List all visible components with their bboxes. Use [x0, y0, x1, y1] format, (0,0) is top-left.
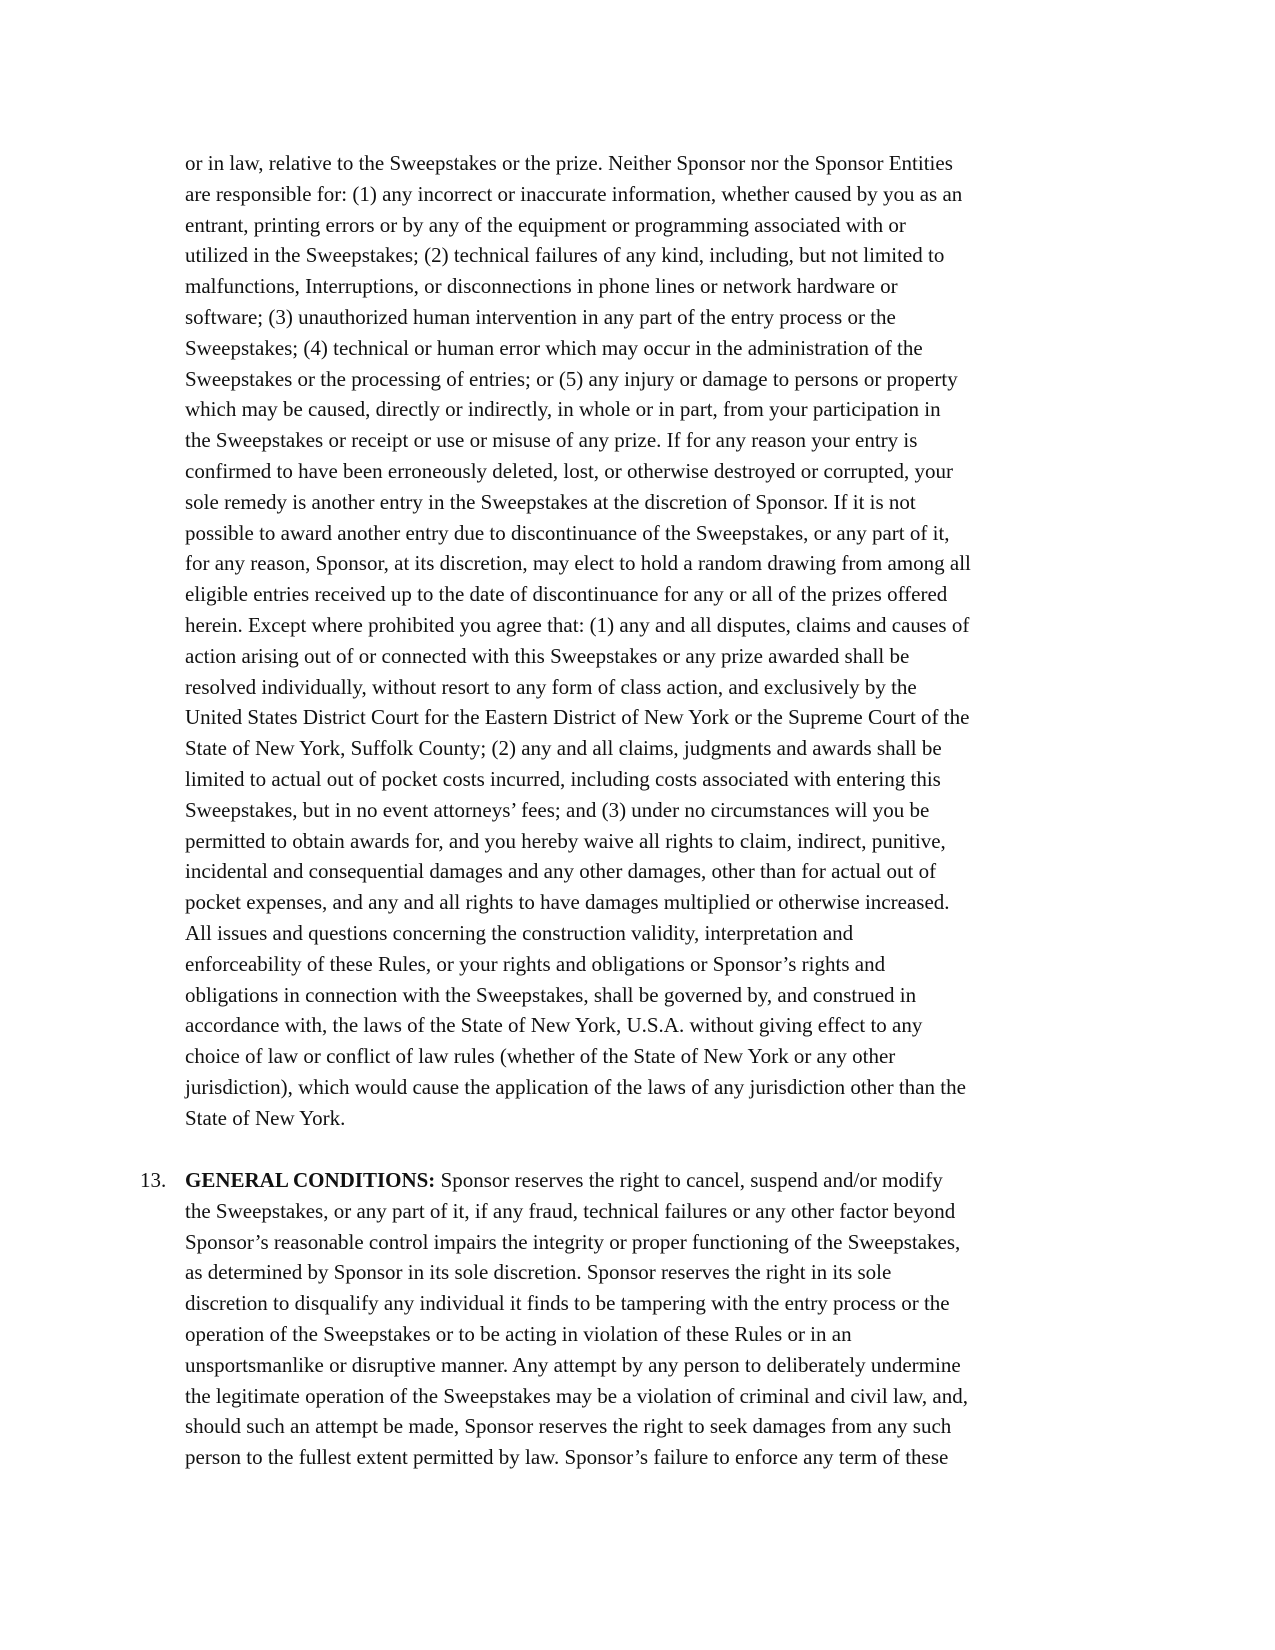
paragraph-line: possible to award another entry due to discontinuance of the Sweepstakes, or any part of it, [185, 520, 950, 545]
paragraph-line: sole remedy is another entry in the Sweepstakes at the discretion of Sponsor. If it is not [185, 489, 916, 514]
paragraph-line: Sweepstakes or the processing of entries; or (5) any injury or damage to persons or property [185, 366, 958, 391]
paragraph-line: incidental and consequential damages and any other damages, other than for actual out of [185, 859, 937, 884]
section-line: unsportsmanlike or disruptive manner. Any attempt by any person to deliberately undermine [185, 1352, 961, 1377]
paragraph-line: enforceability of these Rules, or your rights and obligations or Sponsor’s rights and [185, 951, 886, 976]
section-first-line-text: Sponsor reserves the right to cancel, suspend and/or modify [435, 1168, 943, 1192]
paragraph-line: State of New York, Suffolk County; (2) any and all claims, judgments and awards shall be [185, 736, 942, 761]
paragraph-line: United States District Court for the Eastern District of New York or the Supreme Court of the [185, 705, 970, 730]
paragraph-line: choice of law or conflict of law rules (whether of the State of New York or any other [185, 1044, 896, 1069]
general-conditions-section [185, 1165, 1125, 1473]
section-line: should such an attempt be made, Sponsor reserves the right to seek damages from any such [185, 1414, 952, 1439]
paragraph-line: herein. Except where prohibited you agree that: (1) any and all disputes, claims and causes of [185, 612, 970, 637]
section-line: operation of the Sweepstakes or to be acting in violation of these Rules or in an [185, 1321, 852, 1346]
paragraph-line: the Sweepstakes or receipt or use or misuse of any prize. If for any reason your entry is [185, 428, 918, 453]
paragraph-line: utilized in the Sweepstakes; (2) technical failures of any kind, including, but not limited to [185, 243, 945, 268]
paragraph-line: entrant, printing errors or by any of the equipment or programming associated with or [185, 212, 906, 237]
paragraph-line: accordance with, the laws of the State of New York, U.S.A. without giving effect to any [185, 1013, 923, 1038]
paragraph-line: pocket expenses, and any and all rights to have damages multiplied or otherwise increased. [185, 890, 950, 915]
section-number: 13. [140, 1168, 167, 1192]
paragraph-line: State of New York. [185, 1105, 346, 1130]
paragraph-line: or in law, relative to the Sweepstakes or the prize. Neither Sponsor nor the Sponsor Entities [185, 151, 953, 175]
section-heading: GENERAL CONDITIONS: [185, 1168, 436, 1192]
paragraph-line: software; (3) unauthorized human intervention in any part of the entry process or the [185, 304, 896, 329]
paragraph-line: eligible entries received up to the date of discontinuance for any or all of the prizes offered [185, 582, 948, 607]
section-line: discretion to disqualify any individual it finds to be tampering with the entry process or the [185, 1291, 950, 1316]
paragraph-line: All issues and questions concerning the construction validity, interpretation and [185, 920, 854, 945]
paragraph-line: Sweepstakes, but in no event attorneys’ fees; and (3) under no circumstances will you be [185, 797, 930, 822]
paragraph-line: for any reason, Sponsor, at its discretion, may elect to hold a random drawing from among all [185, 551, 971, 576]
paragraph-line: permitted to obtain awards for, and you hereby waive all rights to claim, indirect, punitive, [185, 828, 946, 853]
section-line: as determined by Sponsor in its sole discretion. Sponsor reserves the right in its sole [185, 1260, 892, 1285]
paragraph-line: confirmed to have been erroneously deleted, lost, or otherwise destroyed or corrupted, your [185, 458, 953, 483]
section-line: the legitimate operation of the Sweepstakes may be a violation of criminal and civil law, and, [185, 1383, 968, 1408]
section-line: Sponsor’s reasonable control impairs the integrity or proper functioning of the Sweepstakes, [185, 1229, 961, 1254]
paragraph-line: are responsible for: (1) any incorrect or inaccurate information, whether caused by you as an [185, 181, 963, 206]
section-line: the Sweepstakes, or any part of it, if any fraud, technical failures or any other factor beyond [185, 1198, 956, 1223]
paragraph-line: action arising out of or connected with this Sweepstakes or any prize awarded shall be [185, 643, 910, 668]
paragraph-line: limited to actual out of pocket costs incurred, including costs associated with entering this [185, 766, 941, 791]
continued-paragraph [185, 148, 1125, 1134]
section-line: person to the fullest extent permitted by law. Sponsor’s failure to enforce any term of these [185, 1445, 949, 1470]
section-first-line [185, 1165, 1125, 1196]
paragraph-line: jurisdiction), which would cause the application of the laws of any jurisdiction other than the [185, 1074, 966, 1099]
paragraph-line: resolved individually, without resort to any form of class action, and exclusively by the [185, 674, 917, 699]
paragraph-line: which may be caused, directly or indirectly, in whole or in part, from your participation in [185, 397, 941, 422]
paragraph-line: malfunctions, Interruptions, or disconnections in phone lines or network hardware or [185, 274, 898, 299]
paragraph-line: Sweepstakes; (4) technical or human error which may occur in the administration of the [185, 335, 923, 360]
paragraph-line: obligations in connection with the Sweepstakes, shall be governed by, and construed in [185, 982, 917, 1007]
